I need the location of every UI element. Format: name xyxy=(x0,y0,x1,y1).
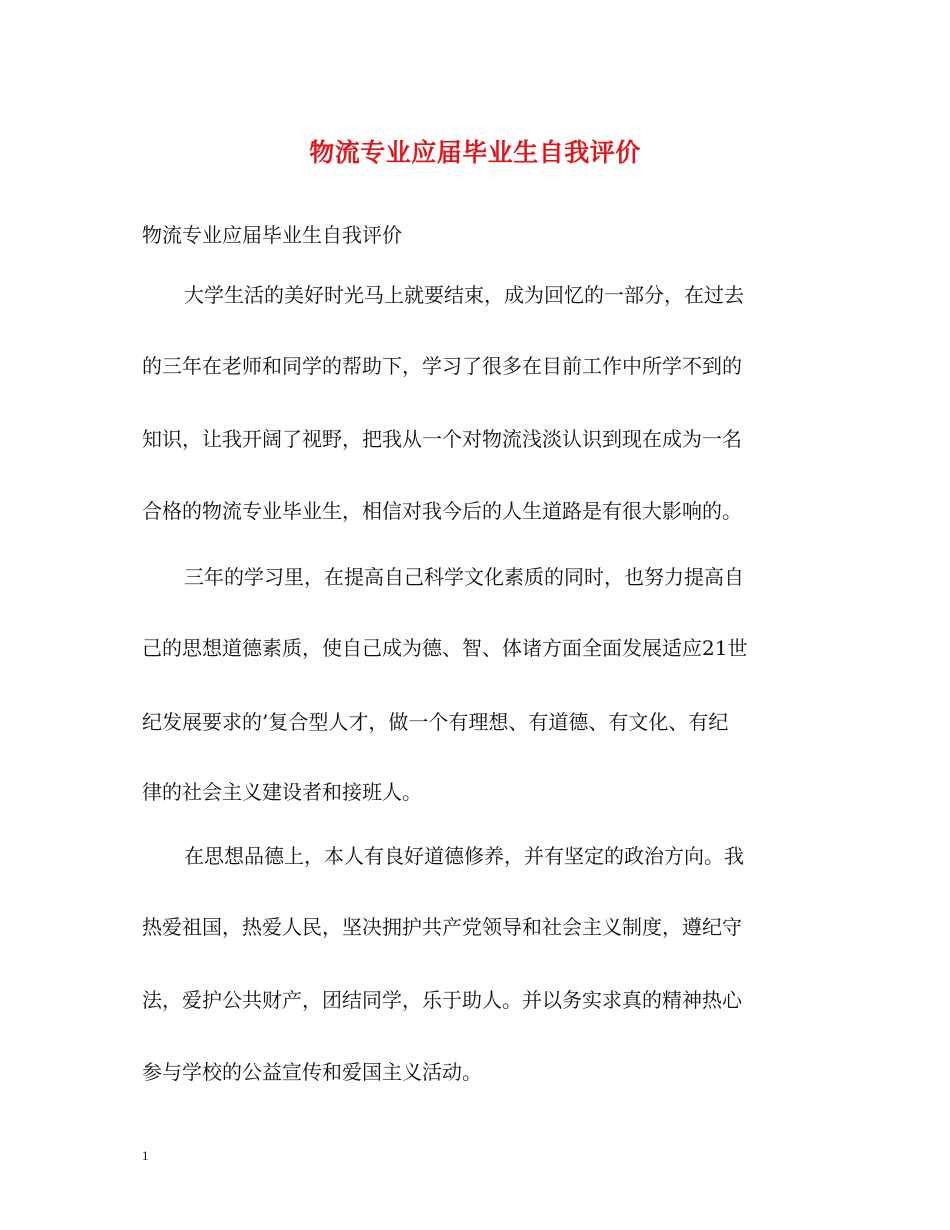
document-title: 物流专业应届毕业生自我评价 xyxy=(309,138,641,167)
paragraph-2-line-2: 己的思想道德素质，使自己成为德、智、体诸方面全面发展适应21世 xyxy=(142,636,748,660)
paragraph-2-line-4: 律的社会主义建设者和接班人。 xyxy=(142,780,422,804)
paragraph-1-line-2: 的三年在老师和同学的帮助下，学习了很多在目前工作中所学不到的 xyxy=(142,354,742,378)
document-subtitle: 物流专业应届毕业生自我评价 xyxy=(142,223,402,247)
paragraph-1-line-3: 知识，让我开阔了视野，把我从一个对物流浅淡认识到现在成为一名 xyxy=(142,427,742,451)
paragraph-3-line-3: 法，爱护公共财产，团结同学，乐于助人。并以务实求真的精神热心 xyxy=(142,988,742,1012)
paragraph-3-line-4: 参与学校的公益宣传和爱国主义活动。 xyxy=(142,1060,482,1084)
paragraph-1-line-1: 大学生活的美好时光马上就要结束，成为回忆的一部分，在过去 xyxy=(184,283,744,307)
page-number: 1 xyxy=(142,1148,149,1163)
paragraph-2-line-3: 纪发展要求的’复合型人才，做一个有理想、有道德、有文化、有纪 xyxy=(142,710,729,734)
paragraph-3-line-1: 在思想品德上，本人有良好道德修养，并有坚定的政治方向。我 xyxy=(184,844,744,868)
paragraph-3-line-2: 热爱祖国，热爱人民，坚决拥护共产党领导和社会主义制度，遵纪守 xyxy=(142,915,742,939)
paragraph-2-line-1: 三年的学习里，在提高自己科学文化素质的同时，也努力提高自 xyxy=(184,565,744,589)
paragraph-1-line-4: 合格的物流专业毕业生，相信对我今后的人生道路是有很大影响的。 xyxy=(142,499,742,523)
